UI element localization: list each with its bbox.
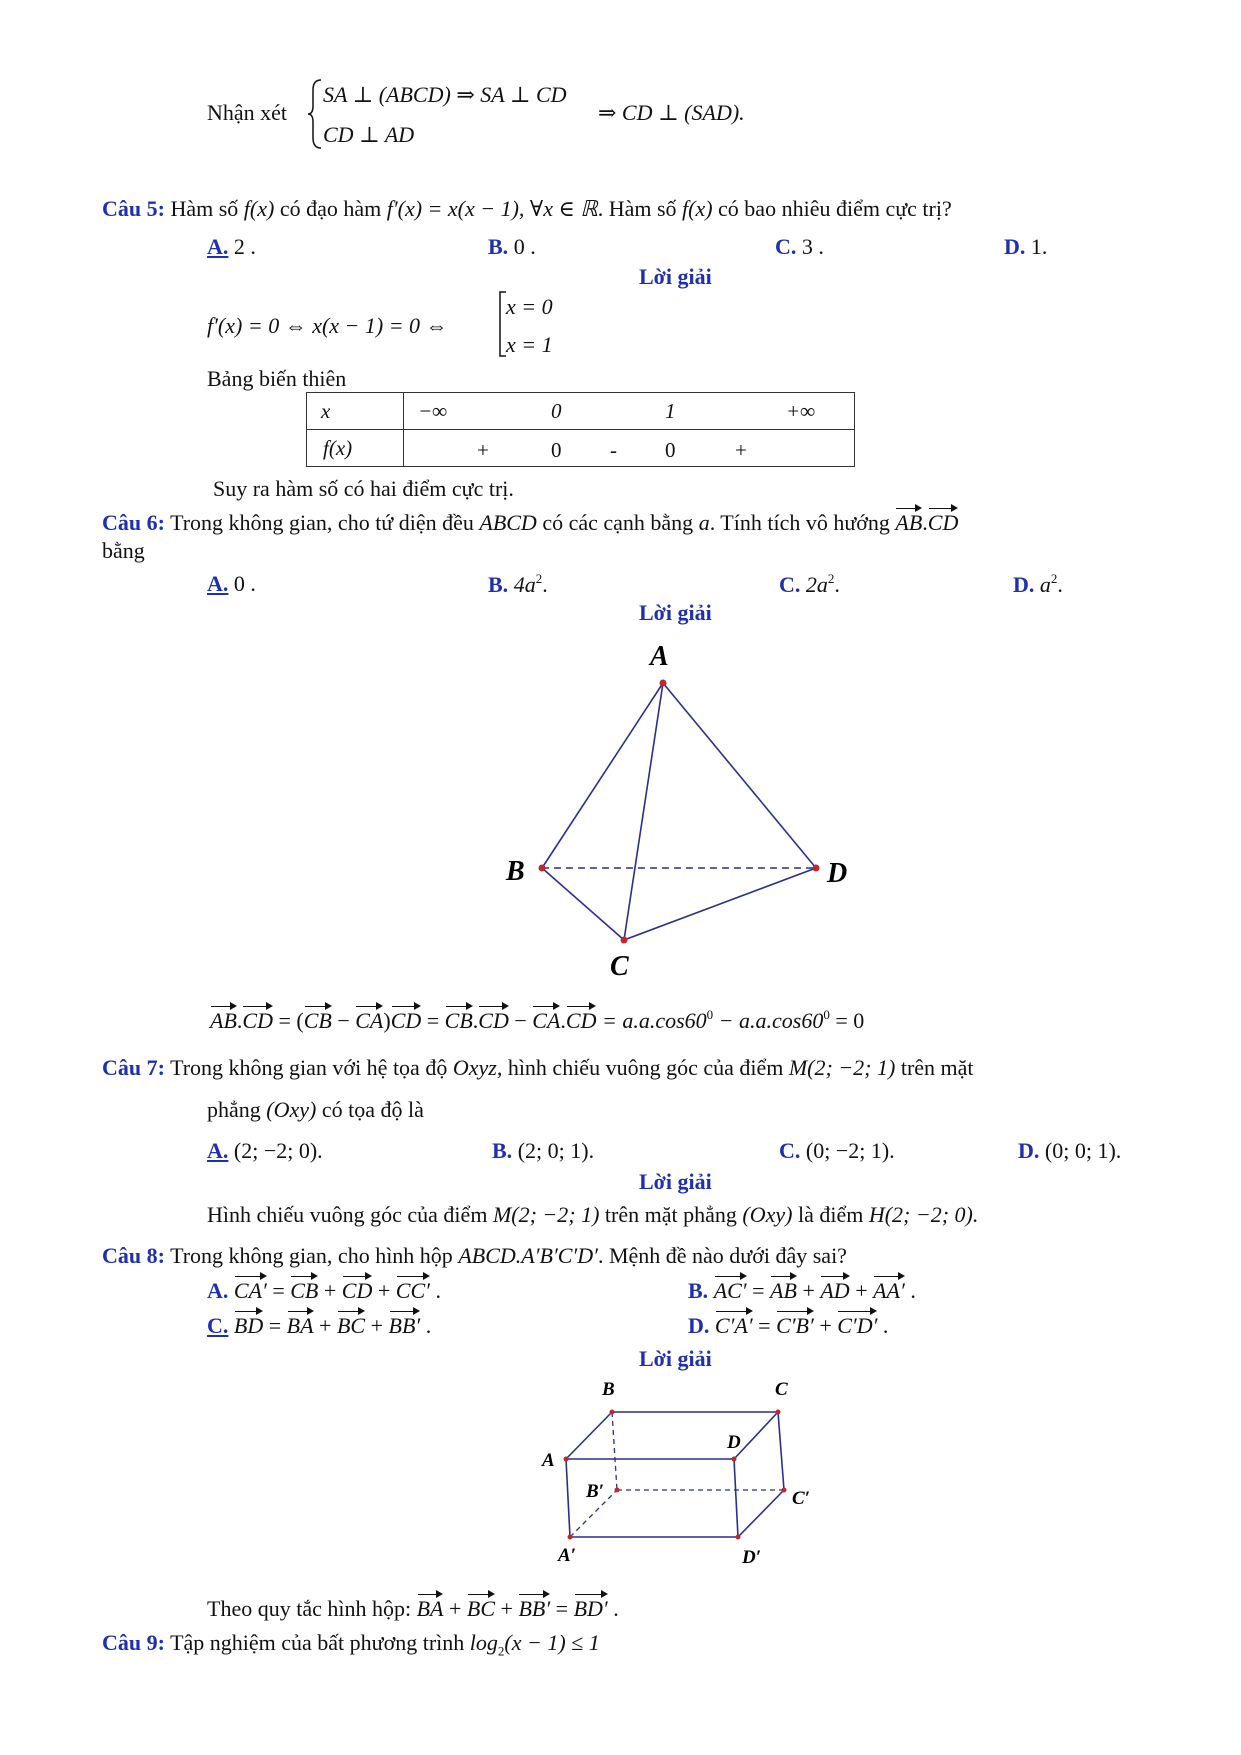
edge-d1-c1: [738, 1490, 784, 1537]
q8c-bc: BC: [336, 1313, 366, 1338]
q8a-cc1: CC′: [395, 1278, 430, 1303]
edge-ab: [542, 683, 663, 868]
rule-bd1: BD′: [573, 1596, 608, 1621]
q5-case1: x = 0: [506, 294, 553, 319]
q8-box: ABCD.A′B′C′D′: [458, 1243, 598, 1268]
edge-a-a1: [566, 1459, 570, 1537]
q9-log: log: [469, 1630, 498, 1655]
q9-text-a: Tập nghiệm của bất phương trình: [170, 1630, 465, 1655]
eq-deg-1: 0: [706, 1007, 714, 1022]
eq-tail: = a.a.cos60: [601, 1008, 707, 1033]
q7-option-d[interactable]: [1018, 1138, 1121, 1164]
nhan-xet-conclusion: ⇒ CD ⊥ (SAD).: [598, 100, 745, 125]
q5-text-c: . Hàm số: [597, 196, 677, 221]
box-label-b1: B′: [586, 1481, 605, 1502]
q7-text-a: Trong không gian với hệ tọa độ: [170, 1055, 448, 1080]
q7-sol-plane: (Oxy): [742, 1202, 793, 1227]
q8-rule: Theo quy tắc hình hộp: BA + BC + BB′ = BD′ .: [207, 1596, 619, 1621]
q6-option-c[interactable]: [779, 571, 840, 598]
q5-label: Câu 5:: [102, 196, 165, 221]
vertex-d: [813, 865, 820, 872]
q6-option-c-key: C.: [779, 572, 801, 597]
q7-sol-c: là điểm: [797, 1202, 864, 1227]
q8-option-c[interactable]: C. BD = BA + BC + BB′ .: [207, 1313, 432, 1338]
q8b-ab: AB: [770, 1278, 797, 1303]
q8-option-d[interactable]: D. C′A′ = C′B′ + C′D′ .: [688, 1313, 889, 1338]
q6-option-b-value: 4a: [513, 572, 536, 597]
tetrahedron-figure: [480, 630, 880, 990]
box-label-c: C: [775, 1379, 788, 1400]
q8-option-b-key: B.: [688, 1278, 709, 1303]
q8a-cb: CB: [290, 1278, 319, 1303]
q8-option-a[interactable]: A. CA′ = CB + CD + CC′ .: [207, 1278, 441, 1303]
q6-stem: [102, 510, 958, 536]
q7-text-e: có tọa độ là: [321, 1097, 424, 1122]
q8b-aa1: AA′: [873, 1278, 905, 1303]
q7-text-b: , hình chiếu vuông góc của điểm: [496, 1055, 784, 1080]
q7-sol-a: Hình chiếu vuông góc của điểm: [207, 1202, 488, 1227]
q7-option-b[interactable]: [492, 1138, 594, 1164]
q7-option-d-key: D.: [1018, 1138, 1040, 1163]
q8d-c1b1: C′B′: [776, 1313, 814, 1338]
q6-dot: .: [922, 510, 928, 535]
eq-vec-ca-2: CA: [532, 1008, 561, 1033]
table-x-zero: 0: [551, 399, 562, 423]
q6-option-b[interactable]: [488, 571, 548, 598]
variation-table: [306, 392, 855, 467]
q6-option-d-dot: .: [1057, 572, 1063, 597]
q7-option-a-value: (2; −2; 0).: [233, 1138, 323, 1163]
q6-option-a-value: 0 .: [233, 571, 256, 596]
box-vertex-b: [610, 1410, 615, 1415]
box-vertex-d1: [736, 1535, 741, 1540]
q8-option-b[interactable]: B. AC′ = AB + AD + AA′ .: [688, 1278, 916, 1303]
edge-ad: [663, 683, 816, 868]
edge-cd: [624, 868, 816, 940]
q5-text-a: Hàm số: [170, 196, 239, 221]
q6-option-a[interactable]: [207, 571, 256, 597]
q5-option-c-value: 3 .: [801, 234, 824, 259]
q8a-ca1: CA′: [233, 1278, 267, 1303]
eq-vec-cd-2: CD: [390, 1008, 422, 1033]
q5-derivative: f′(x) = x(x − 1), ∀x ∈ ℝ: [386, 196, 598, 221]
q7-text-d: phẳng: [207, 1097, 261, 1122]
vec-ab: AB: [895, 510, 923, 535]
parallelepiped-figure: [530, 1370, 830, 1570]
q6-option-c-dot: .: [834, 572, 840, 597]
edge-c-c1: [778, 1412, 784, 1490]
nhan-xet-label: Nhận xét: [207, 100, 288, 125]
q6-option-d[interactable]: [1013, 571, 1063, 598]
eq-end: = 0: [835, 1008, 865, 1033]
vec-cd: CD: [927, 510, 959, 535]
box-label-d1: D′: [742, 1547, 762, 1568]
q5-conclusion: Suy ra hàm số có hai điểm cực trị.: [213, 476, 514, 501]
q5-fx-2: f(x): [682, 196, 713, 221]
box-label-d: D: [727, 1432, 741, 1453]
q8-option-a-key: A.: [207, 1278, 229, 1303]
box-vertex-c1: [782, 1488, 787, 1493]
q6-option-c-value: 2a: [805, 572, 828, 597]
q6-a: a: [698, 510, 710, 535]
eq-vec-ab: AB: [210, 1008, 237, 1033]
q8-text-b: . Mệnh đề nào dưới đây sai?: [597, 1243, 847, 1268]
q6-option-b-dot: .: [542, 572, 548, 597]
q8d-c1a1: C′A′: [714, 1313, 753, 1338]
label-b: B: [506, 856, 525, 887]
q8a-cd: CD: [341, 1278, 373, 1303]
q8c-bd: BD: [233, 1313, 264, 1338]
eq-vec-cd-3: CD: [478, 1008, 509, 1033]
q9-label: Câu 9:: [102, 1630, 165, 1655]
q5-solution-title: Lời giải: [639, 264, 712, 289]
q8-text-a: Trong không gian, cho hình hộp: [170, 1243, 453, 1268]
table-f-head: f(x): [323, 436, 353, 460]
table-f-sign-3: +: [735, 438, 747, 462]
q7-option-c-value: (0; −2; 1).: [805, 1138, 895, 1163]
q6-vector-equation: $AB.CD = (CB - CA)CD = CB.CD - CA.CD = a.a.\cos 60^0 - a.a.\cos 60^0 = 0$: [210, 1007, 865, 1033]
label-c: C: [610, 951, 629, 982]
q7-sol-b: trên mặt phẳng: [604, 1202, 737, 1227]
q7-option-a[interactable]: [207, 1138, 323, 1164]
q8c-bb1: BB′: [388, 1313, 421, 1338]
q6-solution-title: Lời giải: [639, 600, 712, 625]
q6-abcd: ABCD: [479, 510, 537, 535]
q9-stem: [102, 1630, 600, 1659]
edge-bc: [542, 868, 624, 940]
q6-option-b-key: B.: [488, 572, 509, 597]
q7-option-b-value: (2; 0; 1).: [517, 1138, 595, 1163]
q6-option-b-sq: 2: [535, 571, 543, 586]
q7-text-c: trên mặt: [900, 1055, 974, 1080]
table-f-sign-1: +: [477, 438, 489, 462]
q5-stem: [102, 196, 952, 222]
q6-option-d-sq: 2: [1050, 571, 1058, 586]
q8-solution-title: Lời giải: [639, 1346, 712, 1371]
box-label-b: B: [602, 1379, 615, 1400]
eq-vec-cd: CD: [242, 1008, 273, 1033]
q7-sol-h: H(2; −2; 0).: [868, 1202, 979, 1227]
q9-ineq-tail: (x − 1) ≤ 1: [504, 1630, 600, 1655]
edge-a-b: [566, 1412, 612, 1459]
q8d-c1d1: C′D′: [837, 1313, 878, 1338]
q6-option-c-sq: 2: [827, 571, 835, 586]
q6-text-a: Trong không gian, cho tứ diện đều: [170, 510, 474, 535]
label-a: A: [650, 641, 669, 672]
edge-ac: [624, 683, 663, 940]
q5-option-a-value: 2 .: [233, 234, 256, 259]
q6-option-a-key: A.: [207, 571, 229, 596]
box-label-a1: A′: [558, 1545, 577, 1566]
q5-option-a-key: A.: [207, 234, 229, 259]
q5-option-d[interactable]: [1004, 234, 1047, 260]
box-vertex-d: [732, 1457, 737, 1462]
rule-bb1: BB′: [518, 1596, 551, 1621]
q7-sol-point: M(2; −2; 1): [492, 1202, 600, 1227]
q7-option-d-value: (0; 0; 1).: [1044, 1138, 1122, 1163]
box-vertex-c: [776, 1410, 781, 1415]
q8c-ba: BA: [286, 1313, 314, 1338]
q6-option-d-key: D.: [1013, 572, 1035, 597]
q5-case2: x = 1: [506, 332, 553, 357]
eq-vec-cd-4: CD: [565, 1008, 597, 1033]
eq-vec-cb: CB: [303, 1008, 332, 1033]
q6-option-d-value: a: [1039, 572, 1051, 597]
q6-text-b: có các cạnh bằng: [542, 510, 694, 535]
label-d: D: [827, 858, 848, 889]
box-vertex-a: [564, 1457, 569, 1462]
q5-option-c[interactable]: [775, 234, 824, 260]
q8-option-c-key: C.: [207, 1313, 229, 1338]
table-x-one: 1: [665, 399, 676, 423]
edge-b-b1-hidden: [612, 1412, 617, 1490]
nhan-xet-line2: CD ⊥ AD: [323, 122, 415, 147]
nhan-xet-line1: SA ⊥ (ABCD) ⇒ SA ⊥ CD: [323, 82, 567, 107]
q5-option-b-value: 0 .: [513, 234, 536, 259]
variation-table-row-f: [307, 430, 855, 467]
q8b-ad: AD: [820, 1278, 850, 1303]
rule-ba: BA: [416, 1596, 444, 1621]
vertex-b: [539, 865, 546, 872]
q7-solution: [207, 1202, 978, 1228]
q6-text-d: bằng: [102, 538, 145, 563]
vertex-c: [621, 937, 628, 944]
q7-plane: (Oxy): [266, 1097, 317, 1122]
q5-fx: f(x): [243, 196, 275, 221]
variation-table-row-x: [307, 393, 855, 430]
rule-bc: BC: [466, 1596, 496, 1621]
eq-deg-2: 0: [823, 1007, 830, 1022]
box-label-a: A: [542, 1450, 555, 1471]
table-f-sign-2: -: [610, 438, 617, 462]
q5-option-b-key: B.: [488, 234, 509, 259]
q8-label: Câu 8:: [102, 1243, 165, 1268]
eq-tail-2: − a.a.cos60: [718, 1008, 824, 1033]
q7-option-a-key: A.: [207, 1138, 229, 1163]
q7-solution-title: Lời giải: [639, 1169, 712, 1194]
q5-equation: f′(x) = 0 ⇔ x(x − 1) = 0 ⇔: [207, 313, 448, 338]
q7-oxyz: Oxyz: [452, 1055, 497, 1080]
q8b-ac1: AC′: [713, 1278, 747, 1303]
q5-text-d: có bao nhiêu điểm cực trị?: [718, 196, 952, 221]
system-brace: [307, 78, 323, 150]
q7-option-c[interactable]: [779, 1138, 895, 1164]
q8-option-d-key: D.: [688, 1313, 710, 1338]
box-label-c1: C′: [792, 1488, 811, 1509]
edge-d-d1: [734, 1459, 738, 1537]
table-x-pos-inf: +∞: [786, 399, 816, 423]
vertex-a: [660, 680, 667, 687]
q5-option-d-key: D.: [1004, 234, 1026, 259]
q6-text-c: . Tính tích vô hướng: [709, 510, 890, 535]
table-x-head: x: [321, 399, 331, 423]
eq-vec-cb-2: CB: [444, 1008, 473, 1033]
eq-vec-ca: CA: [355, 1008, 384, 1033]
q6-label: Câu 6:: [102, 510, 165, 535]
q8-stem: [102, 1243, 847, 1269]
table-f-zero-2: 0: [665, 438, 676, 462]
table-x-neg-inf: −∞: [418, 399, 448, 423]
q7-stem-2: [207, 1097, 424, 1123]
q5-option-d-value: 1.: [1030, 234, 1048, 259]
q7-point: M(2; −2; 1): [788, 1055, 896, 1080]
q5-option-a[interactable]: [207, 234, 256, 260]
q7-stem: [102, 1055, 974, 1081]
q5-option-b[interactable]: [488, 234, 536, 260]
box-vertex-a1: [568, 1535, 573, 1540]
table-f-zero-1: 0: [551, 438, 562, 462]
box-vertex-b1: [615, 1488, 620, 1493]
q5-table-title: Bảng biến thiên: [207, 366, 347, 391]
q5-text-b: có đạo hàm: [279, 196, 382, 221]
q7-option-c-key: C.: [779, 1138, 801, 1163]
q7-option-b-key: B.: [492, 1138, 513, 1163]
q8-rule-text: Theo quy tắc hình hộp:: [207, 1596, 412, 1621]
q9-base: 2: [497, 1643, 505, 1659]
q7-label: Câu 7:: [102, 1055, 165, 1080]
q5-option-c-key: C.: [775, 234, 797, 259]
